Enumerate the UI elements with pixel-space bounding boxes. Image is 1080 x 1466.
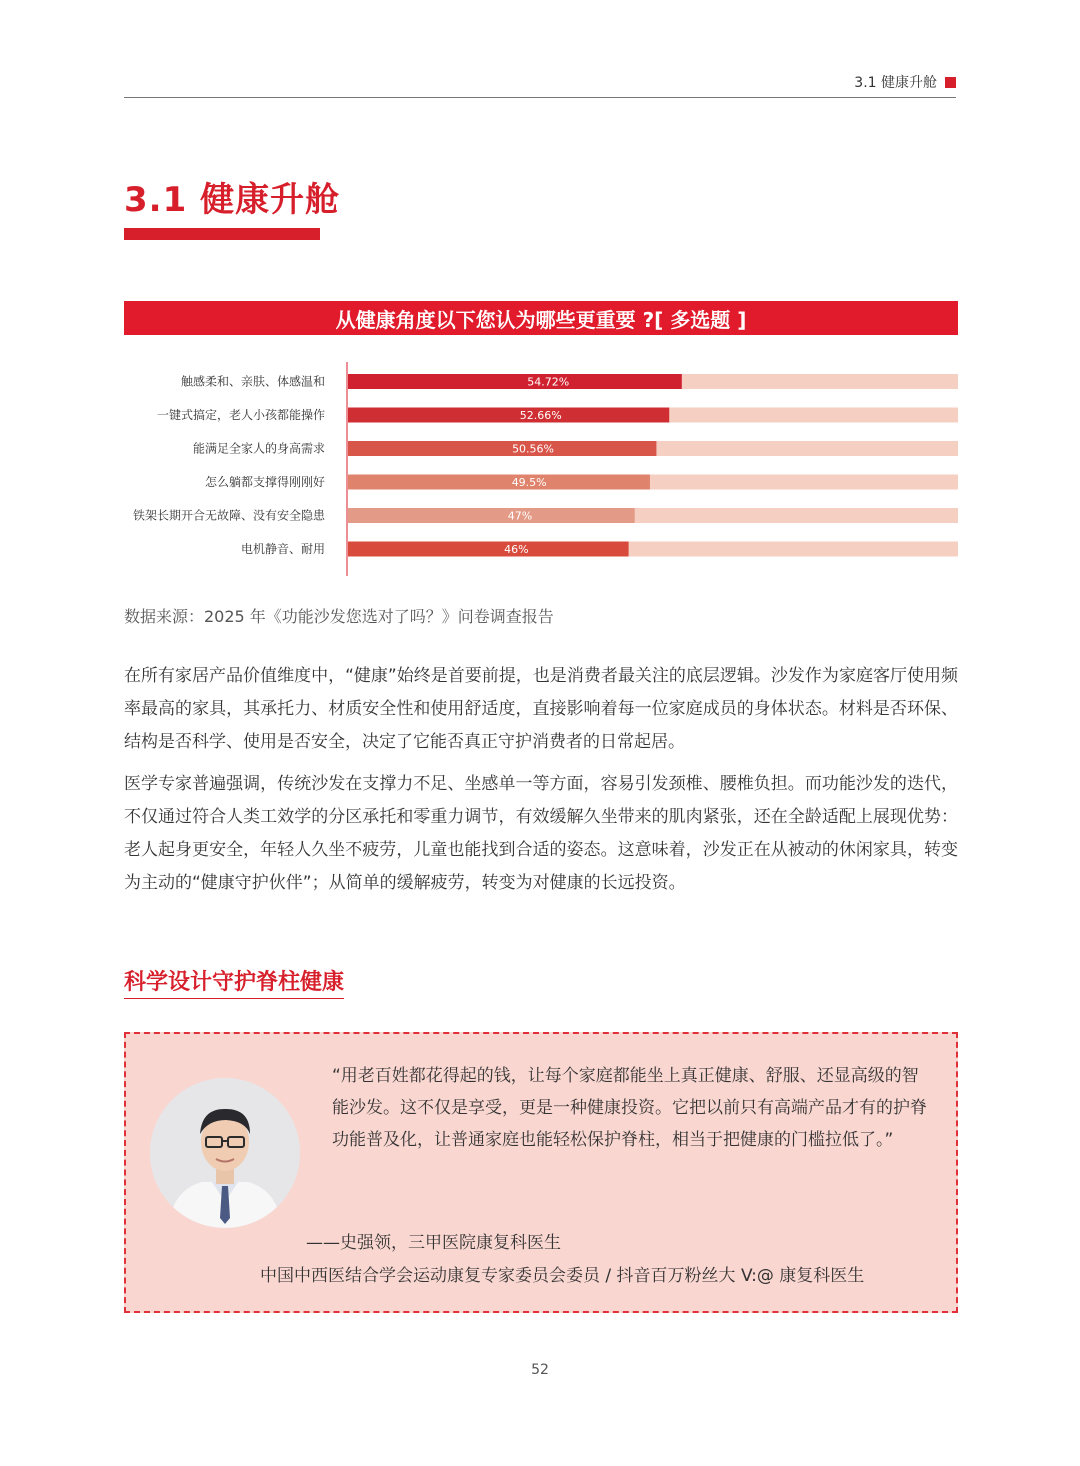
bar-value-label: 50.56% (512, 442, 555, 456)
quote-box (124, 1032, 958, 1313)
category-label: 一键式搞定，老人小孩都能操作 (156, 408, 325, 422)
quote-text: “用老百姓都花得起的钱，让每个家庭都能坐上真正健康、舒服、还显高级的智能沙发。这不仅是享受，更是一种健康投资。它把以前只有高端产品才有的护脊功能普及化，让普通家庭也能轻松保护脊柱，相当于把健康的门槛拉低了。” (332, 1066, 927, 1150)
quote-author: ——史强领，三甲医院康复科医生 (306, 1233, 561, 1253)
category-label: 能满足全家人的身高需求 (192, 441, 325, 456)
data-source-note: 数据来源：2025 年《功能沙发您选对了吗？》问卷调查报告 (124, 607, 554, 626)
chart-title: 从健康角度以下您认为哪些更重要 ?[ 多选题 ] (124, 301, 958, 335)
avatar (150, 1078, 300, 1228)
bar (348, 475, 650, 490)
bar-value-label: 47% (507, 509, 533, 523)
bar-value-label: 54.72% (527, 375, 570, 389)
category-label: 触感柔和、亲肤、体感温和 (180, 374, 325, 389)
red-square-marker (945, 77, 956, 88)
subheading: 科学设计守护脊柱健康 (124, 965, 344, 999)
title-underline-bar (124, 228, 320, 240)
bar-value-label: 52.66% (519, 409, 562, 422)
category-label: 怎么躺都支撑得刚刚好 (204, 475, 325, 489)
running-header (854, 72, 956, 92)
page-title: 3.1 健康升舱 (124, 180, 341, 220)
bar (348, 508, 635, 523)
bar (348, 374, 682, 389)
category-label: 电机静音、耐用 (240, 542, 325, 556)
bar (348, 441, 656, 456)
doctor-portrait-icon (150, 1078, 300, 1228)
quote-author-role: 中国中西医结合学会运动康复专家委员会委员 / 抖音百万粉丝大 V:@ 康复科医生 (260, 1266, 865, 1286)
header-divider (124, 97, 956, 98)
body-paragraph-2: 医学专家普遍强调，传统沙发在支撑力不足、坐感单一等方面，容易引发颈椎、腰椎负担。而功能沙发的迭代，不仅通过符合人类工效学的分区承托和零重力调节，有效缓解久坐带来的肌肉紧张，还在全龄适配上展现优势：老人起身更安全，年轻人久坐不疲劳，儿童也能找到合适的姿态。这意味着，沙发正在从被动的休闲家具，转变为主动的“健康守护伙伴”；从简单的缓解疲劳，转变为对健康的长远投资。 (124, 774, 958, 893)
bar-chart (124, 356, 958, 580)
bar-value-label: 49.5% (511, 476, 547, 489)
page-number: 52 (531, 1362, 549, 1378)
bar (348, 408, 669, 423)
bar-value-label: 46% (504, 543, 529, 556)
running-header-title: 3.1 健康升舱 (854, 75, 937, 91)
bar (348, 542, 629, 557)
body-paragraph-1: 在所有家居产品价值维度中，“健康”始终是首要前提，也是消费者最关注的底层逻辑。沙发作为家庭客厅使用频率最高的家具，其承托力、材质安全性和使用舒适度，直接影响着每一位家庭成员的身体状态。材料是否环保、结构是否科学、使用是否安全，决定了它能否真正守护消费者的日常起居。 (124, 666, 958, 752)
category-label: 铁架长期开合无故障、没有安全隐患 (132, 508, 325, 523)
